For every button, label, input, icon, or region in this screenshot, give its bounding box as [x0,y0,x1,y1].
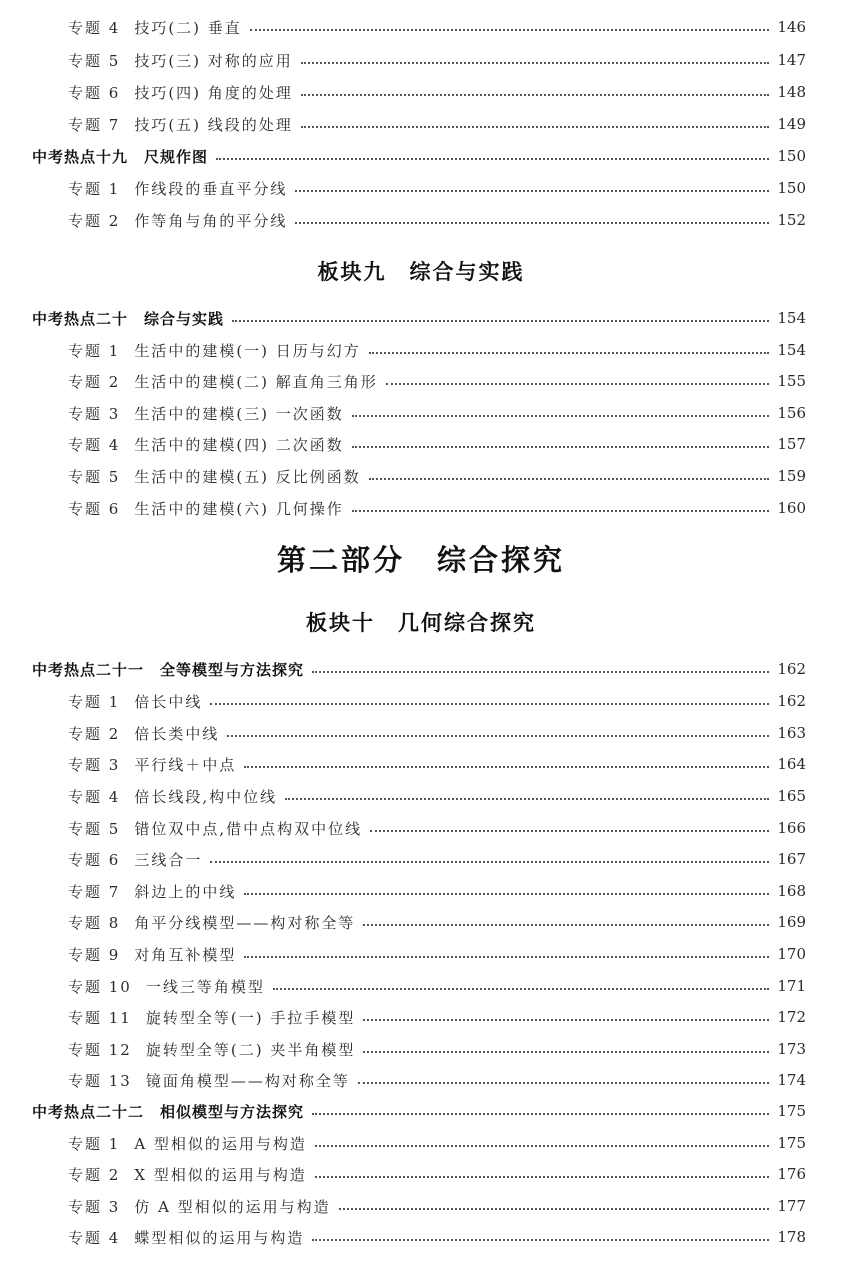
toc-topic-entry[interactable] [0,463,842,489]
toc-topic-entry[interactable] [0,495,842,521]
dot-leader [244,891,769,895]
topic-number: 专题 1 [68,342,121,360]
toc-topic-entry[interactable] [0,1067,842,1093]
topic-number: 专题 1 [68,180,121,198]
toc-topic-entry[interactable] [0,207,842,233]
entry-title: 角平分线模型——构对称全等 [134,914,356,932]
entry-label [68,786,277,807]
toc-topic-entry[interactable] [0,1193,842,1219]
toc-topic-entry[interactable] [0,14,842,40]
entry-title: X 型相似的运用与构造 [134,1166,307,1184]
entry-title: 旋转型全等(一) 手拉手模型 [145,1009,356,1027]
entry-title: 生活中的建模(一) 日历与幻方 [134,342,361,360]
entry-title: 错位双中点,借中点构双中位线 [134,820,363,838]
toc-topic-entry[interactable] [0,815,842,841]
dot-leader [301,124,769,128]
dot-leader [295,220,769,224]
page-number: 175 [777,1102,806,1120]
page-number: 156 [777,404,806,422]
toc-hotspot-entry[interactable] [0,1098,842,1124]
page-number: 150 [777,179,806,197]
entry-title: 生活中的建模(六) 几何操作 [134,500,344,518]
toc-topic-entry[interactable] [0,688,842,714]
dot-leader [210,701,769,705]
dot-leader [244,954,769,958]
toc-topic-entry[interactable] [0,79,842,105]
dot-leader [369,350,769,354]
page-number: 150 [777,147,806,165]
topic-number: 专题 4 [68,788,121,806]
toc-topic-entry[interactable] [0,337,842,363]
dot-leader [301,60,769,64]
page-number: 167 [777,850,806,868]
dot-leader [369,476,769,480]
dot-leader [216,156,769,160]
block-heading: 板块十 几何综合探究 [306,611,536,636]
dot-leader [285,796,769,800]
entry-label [68,466,361,487]
entry-label [68,210,287,231]
page-number: 165 [777,787,806,805]
dot-leader [352,508,769,512]
page-number: 163 [777,724,806,742]
entry-label [68,178,287,199]
toc-topic-entry[interactable] [0,111,842,137]
entry-label [68,818,362,839]
page-number: 152 [777,211,806,229]
toc-topic-entry[interactable] [0,368,842,394]
dot-leader [312,669,769,673]
topic-number: 专题 5 [68,820,121,838]
page-number: 149 [777,115,806,133]
dot-leader [363,922,769,926]
entry-title: 仿 A 型相似的运用与构造 [134,1198,331,1216]
entry-title: 技巧(三) 对称的应用 [134,52,293,70]
part-heading: 第二部分 综合探究 [276,543,565,578]
toc-topic-entry[interactable] [0,846,842,872]
topic-number: 专题 10 [68,978,132,996]
page-number: 169 [777,913,806,931]
page-number: 160 [777,499,806,517]
entry-title: 对角互补模型 [134,946,237,964]
toc-topic-entry[interactable] [0,1161,842,1187]
toc-topic-entry[interactable] [0,720,842,746]
page-number: 172 [777,1008,806,1026]
entry-label [68,754,236,775]
block-heading: 板块九 综合与实践 [317,260,525,285]
topic-number: 专题 4 [68,436,121,454]
entry-title: 生活中的建模(三) 一次函数 [134,405,344,423]
toc-topic-entry[interactable] [0,1036,842,1062]
entry-label [68,82,293,103]
entry-title: 蝶型相似的运用与构造 [134,1229,305,1247]
page-number: 154 [777,309,806,327]
toc-topic-entry[interactable] [0,941,842,967]
entry-label [68,114,293,135]
dot-leader [301,92,769,96]
entry-label [68,691,202,712]
entry-label [68,434,344,455]
entry-title: 技巧(二) 垂直 [134,19,242,37]
entry-label [68,17,242,38]
hotspot-number: 中考热点二十二 [32,1103,145,1121]
entry-title: 作等角与角的平分线 [134,212,288,230]
entry-title: 旋转型全等(二) 夹半角模型 [145,1041,356,1059]
toc-hotspot-entry[interactable] [0,143,842,169]
entry-label [68,340,361,361]
toc-topic-entry[interactable] [0,47,842,73]
entry-title: 全等模型与方法探究 [160,661,305,679]
page-number: 177 [777,1197,806,1215]
topic-number: 专题 1 [68,693,121,711]
toc-topic-entry[interactable] [0,1004,842,1030]
dot-leader [273,986,769,990]
entry-title: 倍长类中线 [134,725,220,743]
entry-title: 生活中的建模(四) 二次函数 [134,436,344,454]
dot-leader [312,1237,769,1241]
topic-number: 专题 5 [68,52,121,70]
toc-topic-entry[interactable] [0,175,842,201]
dot-leader [232,318,769,322]
entry-label [32,146,208,167]
entry-title: 技巧(四) 角度的处理 [134,84,293,102]
page-number: 146 [777,18,806,36]
entry-label [68,1133,307,1154]
topic-number: 专题 6 [68,500,121,518]
page-number: 164 [777,755,806,773]
entry-label [68,1039,355,1060]
hotspot-number: 中考热点二十 [32,310,129,328]
toc-topic-entry[interactable] [0,751,842,777]
page-number: 159 [777,467,806,485]
dot-leader [386,381,769,385]
entry-title: 综合与实践 [144,310,225,328]
page-number: 170 [777,945,806,963]
topic-number: 专题 12 [68,1041,132,1059]
entry-label [68,1196,331,1217]
page-number: 154 [777,341,806,359]
dot-leader [250,27,769,31]
dot-leader [363,1049,769,1053]
toc-topic-entry[interactable] [0,878,842,904]
page-number: 157 [777,435,806,453]
topic-number: 专题 13 [68,1072,132,1090]
entry-label [68,1227,304,1248]
entry-label [68,944,236,965]
toc-hotspot-entry[interactable] [0,305,842,331]
entry-title: 三线合一 [134,851,203,869]
entry-label [68,976,265,997]
entry-title: 倍长线段,构中位线 [134,788,278,806]
dot-leader [295,188,769,192]
entry-label [68,1007,355,1028]
toc-topic-entry[interactable] [0,431,842,457]
entry-label [68,723,219,744]
entry-title: 生活中的建模(五) 反比例函数 [134,468,361,486]
toc-topic-entry[interactable] [0,400,842,426]
topic-number: 专题 2 [68,725,121,743]
hotspot-number: 中考热点十九 [32,148,129,166]
entry-label [32,1101,304,1122]
entry-label [68,849,202,870]
entry-title: 平行线＋中点 [134,756,237,774]
entry-label [68,912,355,933]
page-number: 175 [777,1134,806,1152]
entry-title: 生活中的建模(二) 解直角三角形 [134,373,378,391]
entry-title: 倍长中线 [134,693,203,711]
toc-topic-entry[interactable] [0,783,842,809]
page-number: 162 [777,692,806,710]
page-number: 176 [777,1165,806,1183]
entry-label [68,1164,307,1185]
entry-title: 相似模型与方法探究 [160,1103,305,1121]
page-number: 171 [777,977,806,995]
topic-number: 专题 8 [68,914,121,932]
dot-leader [227,733,769,737]
page-number: 148 [777,83,806,101]
page-number: 166 [777,819,806,837]
entry-title: 镜面角模型——构对称全等 [145,1072,350,1090]
entry-title: 作线段的垂直平分线 [134,180,288,198]
topic-number: 专题 9 [68,946,121,964]
page-number: 168 [777,882,806,900]
dot-leader [358,1080,769,1084]
entry-label [32,308,224,329]
page-number: 178 [777,1228,806,1246]
dot-leader [352,444,769,448]
page-number: 173 [777,1040,806,1058]
toc-topic-entry[interactable] [0,909,842,935]
dot-leader [370,828,769,832]
dot-leader [315,1174,769,1178]
entry-label [68,403,344,424]
toc-topic-entry[interactable] [0,1224,842,1250]
toc-hotspot-entry[interactable] [0,656,842,682]
topic-number: 专题 4 [68,1229,121,1247]
topic-number: 专题 2 [68,212,121,230]
topic-number: 专题 2 [68,1166,121,1184]
entry-label [68,50,293,71]
entry-label [68,881,236,902]
entry-label [68,1070,350,1091]
topic-number: 专题 6 [68,851,121,869]
topic-number: 专题 7 [68,883,121,901]
dot-leader [352,413,769,417]
entry-title: 尺规作图 [144,148,209,166]
page-number: 147 [777,51,806,69]
entry-label [68,371,378,392]
topic-number: 专题 2 [68,373,121,391]
entry-title: 技巧(五) 线段的处理 [134,116,293,134]
dot-leader [312,1111,769,1115]
dot-leader [210,859,769,863]
page-number: 155 [777,372,806,390]
entry-label [32,659,304,680]
topic-number: 专题 3 [68,756,121,774]
entry-label [68,498,344,519]
dot-leader [315,1143,769,1147]
topic-number: 专题 3 [68,405,121,423]
entry-title: 斜边上的中线 [134,883,237,901]
dot-leader [244,764,769,768]
entry-title: A 型相似的运用与构造 [134,1135,307,1153]
topic-number: 专题 3 [68,1198,121,1216]
topic-number: 专题 11 [68,1009,132,1027]
hotspot-number: 中考热点二十一 [32,661,145,679]
topic-number: 专题 4 [68,19,121,37]
entry-title: 一线三等角模型 [145,978,265,996]
page-number: 174 [777,1071,806,1089]
dot-leader [363,1017,769,1021]
toc-topic-entry[interactable] [0,1130,842,1156]
toc-topic-entry[interactable] [0,973,842,999]
page-number: 162 [777,660,806,678]
topic-number: 专题 1 [68,1135,121,1153]
topic-number: 专题 6 [68,84,121,102]
dot-leader [339,1206,769,1210]
topic-number: 专题 7 [68,116,121,134]
topic-number: 专题 5 [68,468,121,486]
